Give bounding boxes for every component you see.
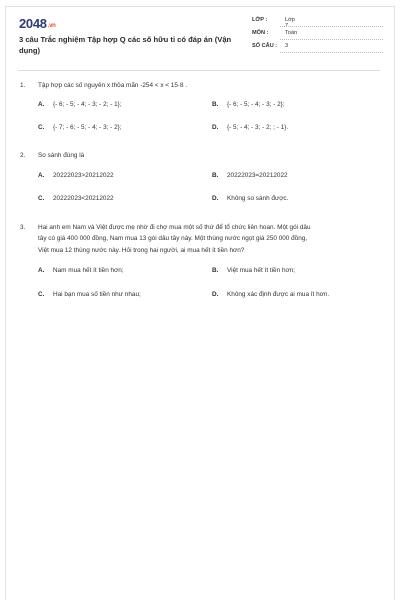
option-3d[interactable] <box>212 290 329 300</box>
option-text: {- 6; - 5; - 4; - 3; - 2}; <box>227 101 285 108</box>
option-text: Không xác định được ai mua ít hơn. <box>227 291 330 298</box>
option-letter: B. <box>212 172 219 179</box>
option-letter: C. <box>38 291 45 298</box>
option-3b[interactable] <box>212 266 295 276</box>
option-text: 20222023>20212022 <box>53 172 114 179</box>
option-text: Nam mua hết ít tiền hơn; <box>53 267 124 274</box>
option-letter: A. <box>38 267 45 274</box>
document-title: 3 câu Trắc nghiệm Tập hợp Q các số hữu tỉ có đáp án (Vận dụng) <box>19 35 232 55</box>
option-text: {- 7; - 6; - 5; - 4; - 3; - 2}; <box>53 124 122 131</box>
option-letter: D. <box>212 291 219 298</box>
option-text: 20222023=20212022 <box>227 172 288 179</box>
question-number: 3. <box>20 224 26 231</box>
meta-line <box>280 52 383 53</box>
meta-subject-key: MÔN : <box>252 30 269 36</box>
logo-text: 2048 <box>19 16 47 31</box>
site-logo[interactable] <box>19 16 56 31</box>
option-letter: A. <box>38 172 45 179</box>
option-3c[interactable] <box>38 290 141 300</box>
question-number: 1. <box>20 82 26 89</box>
option-letter: A. <box>38 101 45 108</box>
question-line: Việt mua 12 thùng nước này. Hỏi trong hai người, ai mua hết ít tiền hơn? <box>38 246 245 254</box>
option-letter: D. <box>212 124 219 131</box>
option-text: Hai bạn mua số tiền như nhau; <box>53 291 141 298</box>
meta-line <box>280 39 383 40</box>
meta-line <box>280 26 383 27</box>
meta-class-value: Lớp 7 <box>285 17 295 29</box>
option-letter: B. <box>212 101 219 108</box>
meta-count-key: SỐ CÂU : <box>252 43 278 49</box>
option-text: Không so sánh được. <box>227 195 289 202</box>
question-line: Hai anh em Nam và Việt được mẹ nhờ đi chợ mua một số thứ để tổ chức liên hoan. Một gói dâu <box>38 224 311 231</box>
option-letter: D. <box>212 195 219 202</box>
option-letter: B. <box>212 267 219 274</box>
question-number: 2. <box>20 152 26 159</box>
option-2c[interactable] <box>38 194 114 204</box>
meta-class-key: LỚP : <box>252 17 268 23</box>
option-1d[interactable] <box>212 123 288 133</box>
option-1b[interactable] <box>212 100 285 110</box>
option-1c[interactable] <box>38 123 122 133</box>
question-text: Tập hợp các số nguyên x thỏa mãn -254 < x < 15·8 . <box>38 82 188 89</box>
option-text: Việt mua hết ít tiền hơn; <box>227 267 296 274</box>
question-line: tây có giá 400 000 đồng, Nam mua 13 gói dâu tây này. Một thùng nước ngọt giá 250 000 đồng, <box>38 235 308 243</box>
option-2a[interactable] <box>38 171 114 181</box>
question-3-text <box>38 222 378 256</box>
header-divider <box>18 70 380 71</box>
option-text: {- 5; - 4; - 3; - 2; ; - 1}. <box>227 124 289 131</box>
logo-tld: .vn <box>47 23 56 29</box>
option-text: 20222023<20212022 <box>53 195 114 202</box>
option-1a[interactable] <box>38 100 122 110</box>
meta-count-value: 3 <box>285 43 289 49</box>
option-letter: C. <box>38 195 45 202</box>
meta-subject-value: Toán <box>285 30 298 36</box>
option-letter: C. <box>38 124 45 131</box>
option-3a[interactable] <box>38 266 124 276</box>
worksheet-page <box>5 6 395 600</box>
question-text: So sánh đúng là <box>38 152 85 159</box>
option-2b[interactable] <box>212 171 288 181</box>
option-text: {- 6; - 5; - 4; - 3; - 2; - 1}; <box>53 101 122 108</box>
option-2d[interactable] <box>212 194 288 204</box>
